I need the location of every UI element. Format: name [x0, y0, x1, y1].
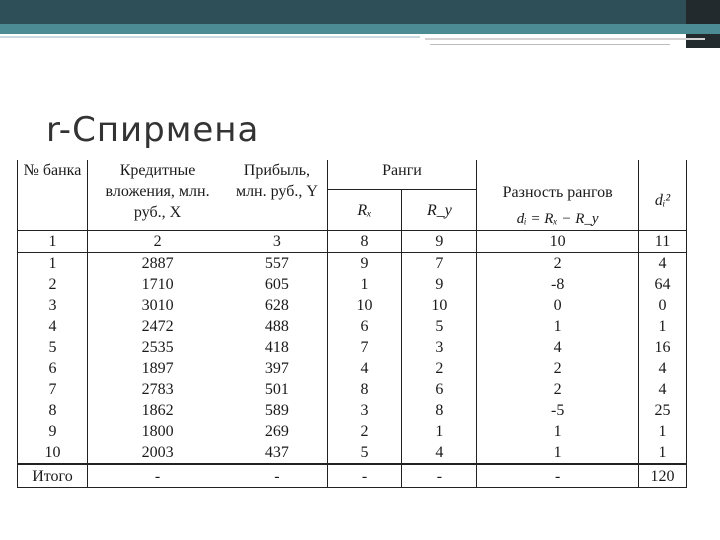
table-cell: 10	[477, 231, 639, 253]
table-cell: 6	[435, 381, 444, 398]
table-cell: 1897	[141, 360, 174, 377]
table-cell: -5	[477, 400, 639, 421]
table-cell: 10	[431, 297, 448, 314]
table-cell: 8	[327, 231, 402, 253]
table-cell: 628	[227, 295, 327, 316]
table-cell: 589	[227, 400, 327, 421]
table-cell: 6	[327, 316, 402, 337]
table-cell: 488	[227, 316, 327, 337]
table-cell: 4	[477, 337, 639, 358]
table-cell: 1	[477, 316, 639, 337]
table-cell: 2	[435, 360, 444, 377]
table-cell: 11	[639, 231, 687, 253]
table-cell: 6	[18, 358, 88, 379]
slide-divider-line	[430, 44, 670, 45]
table-row	[18, 379, 687, 400]
table-cell: -	[327, 464, 402, 488]
table-cell: 4	[639, 358, 687, 379]
table-cell: 2535	[141, 339, 174, 356]
table-cell: 1	[639, 421, 687, 442]
header-profit: Прибыль, млн. руб., Y	[227, 160, 327, 231]
table-cell: -8	[477, 274, 639, 295]
table-cell: 3	[18, 295, 88, 316]
slide-accent-band	[0, 24, 720, 34]
table-cell: 7	[18, 379, 88, 400]
slide-divider-line	[425, 38, 705, 40]
header-rank-x: Rₓ	[327, 190, 402, 231]
header-rank-diff	[477, 160, 639, 231]
slide-divider-line	[0, 36, 420, 38]
table-cell: 437	[227, 442, 327, 464]
table-row	[18, 421, 687, 442]
table-cell: 3	[227, 231, 327, 253]
table-cell: 1	[639, 316, 687, 337]
table-cell: 7	[327, 337, 402, 358]
table-cell: 64	[639, 274, 687, 295]
total-label: Итого	[18, 464, 88, 488]
table-cell: -	[87, 464, 227, 488]
table-cell: 4	[639, 379, 687, 400]
header-rank-diff-formula: dᵢ = Rₓ − R_y	[516, 211, 599, 227]
table-cell: 7	[435, 255, 444, 272]
total-value: 120	[639, 464, 687, 488]
spearman-rank-table	[17, 160, 687, 488]
table-row	[18, 358, 687, 379]
table-cell: 3	[435, 339, 444, 356]
table-cell: 3	[327, 400, 402, 421]
table-cell: 1	[327, 274, 402, 295]
table-cell: 8	[435, 402, 444, 419]
table-cell: 2887	[141, 255, 174, 272]
table-cell: 5	[18, 337, 88, 358]
column-number-row	[18, 231, 687, 253]
table-cell: -	[477, 464, 639, 488]
header-rank-y: R_y	[426, 201, 452, 219]
table-cell: 1	[435, 423, 444, 440]
slide-title: r-Спирмена	[46, 110, 260, 150]
table-cell: 2	[477, 253, 639, 275]
table-cell: 501	[227, 379, 327, 400]
table-cell: 9	[18, 421, 88, 442]
total-row	[18, 464, 687, 488]
table-row	[18, 295, 687, 316]
table-cell: 269	[227, 421, 327, 442]
table-cell: 9	[435, 276, 444, 293]
table-row	[18, 442, 687, 464]
table-cell: 397	[227, 358, 327, 379]
table-cell: 10	[18, 442, 88, 464]
table-cell: 418	[227, 337, 327, 358]
table-cell: 16	[639, 337, 687, 358]
table-cell: 1	[18, 231, 88, 253]
table-cell: 1	[18, 253, 88, 275]
table-cell: -	[402, 464, 477, 488]
table-row	[18, 253, 687, 275]
table-cell: 0	[477, 295, 639, 316]
table-cell: 1800	[141, 423, 174, 440]
header-d-squared: dᵢ²	[639, 160, 687, 231]
slide-top-bar	[0, 0, 720, 24]
table-cell: 8	[18, 400, 88, 421]
table-cell: 2472	[141, 318, 174, 335]
table-cell: 4	[327, 358, 402, 379]
table-cell: 2	[477, 358, 639, 379]
table-cell: -	[227, 464, 327, 488]
table-cell: 1862	[141, 402, 174, 419]
header-bank-no: № банка	[18, 160, 88, 231]
table-cell: 605	[227, 274, 327, 295]
table-cell: 4	[639, 253, 687, 275]
table-cell: 1	[477, 421, 639, 442]
table-cell: 4	[18, 316, 88, 337]
table-cell: 557	[227, 253, 327, 275]
table-cell: 3010	[141, 297, 174, 314]
header-credit: Кредитные вложения, млн. руб., X	[105, 162, 210, 221]
header-ranks: Ранги	[327, 160, 477, 190]
table-cell: 5	[327, 442, 402, 464]
table-cell: 5	[435, 318, 444, 335]
table-cell: 2	[477, 379, 639, 400]
table-cell: 10	[327, 295, 402, 316]
table-cell: 2	[18, 274, 88, 295]
table-cell: 1	[477, 442, 639, 464]
table-cell: 2003	[141, 444, 174, 461]
table-cell: 2	[327, 421, 402, 442]
table-cell: 1	[639, 442, 687, 464]
table-row	[18, 274, 687, 295]
table-cell: 2	[87, 231, 227, 253]
table-cell: 4	[435, 444, 444, 461]
table-row	[18, 316, 687, 337]
table-row	[18, 337, 687, 358]
table-row	[18, 400, 687, 421]
table-cell: 8	[327, 379, 402, 400]
table-cell: 2783	[141, 381, 174, 398]
table-cell: 9	[327, 253, 402, 275]
header-rank-diff-label: Разность рангов	[502, 184, 613, 201]
table-cell: 0	[639, 295, 687, 316]
table-cell: 1710	[141, 276, 174, 293]
table-cell: 9	[402, 231, 477, 253]
table-cell: 25	[639, 400, 687, 421]
